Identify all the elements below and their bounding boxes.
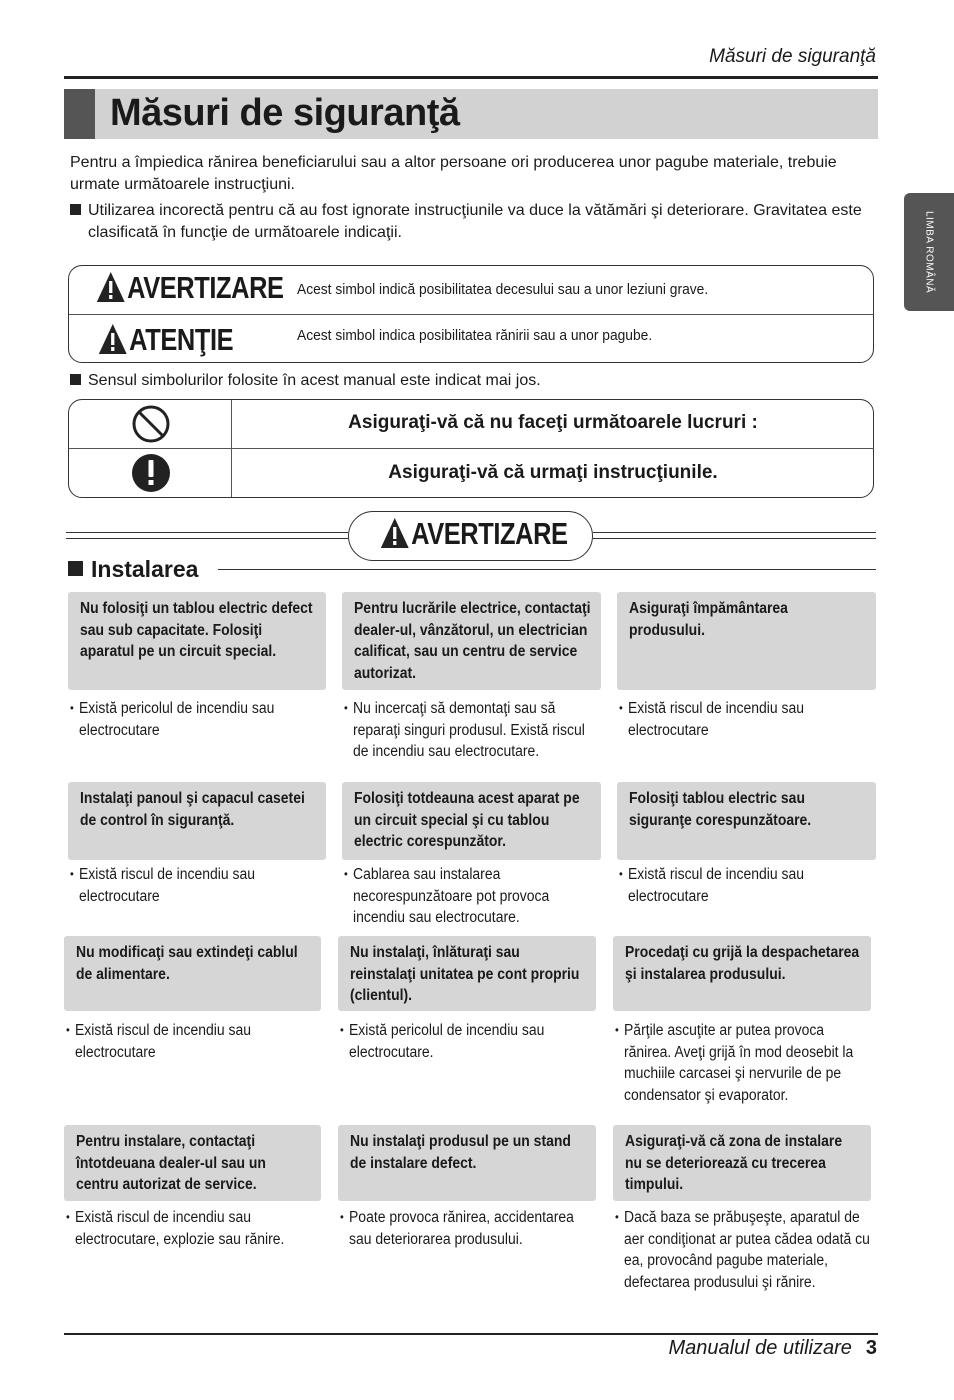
intro-bullet-text: Utilizarea incorectă pentru că au fost ignorate instrucţiunile va duce la vătămări şi deteriorare. Gravitatea este clasificată în funcţie de următoarele indicaţii.	[88, 202, 862, 241]
instruction-note: • Nu incercaţi să demontaţi sau să reparaţi singuri produsul. Există riscul de incendiu sau electrocutare.	[342, 698, 601, 763]
instruction-note: • Există riscul de incendiu sau electrocutare	[617, 864, 876, 907]
title-accent	[64, 89, 95, 139]
language-tab-label-wrap	[904, 193, 954, 311]
exclamation-icon	[131, 453, 171, 498]
warning-label: AVERTIZARE	[96, 270, 284, 306]
instruction-note: • Există riscul de incendiu sau electrocutare	[64, 1020, 321, 1063]
instruction-card: Folosiţi tablou electric sau siguranţe corespunzătoare.	[617, 782, 876, 860]
instruction-note: • Există riscul de incendiu sau electrocutare, explozie sau rănire.	[64, 1207, 321, 1250]
instruction-card: Pentru lucrările electrice, contactaţi dealer-ul, vânzătorul, un electrician calificat, sau un centru de service autorizat.	[342, 592, 601, 690]
instruction-card: Asiguraţi împământarea produsului.	[617, 592, 876, 690]
instruction-note: • Există riscul de incendiu sau electrocutare	[68, 864, 326, 907]
caution-label: ATENŢIE	[98, 322, 233, 358]
section-rule	[218, 569, 876, 570]
instruction-card: Asiguraţi-vă că zona de instalare nu se deteriorează cu trecerea timpului.	[613, 1125, 871, 1201]
footer-rule	[64, 1333, 878, 1335]
signal-words-divider	[69, 314, 874, 315]
warning-triangle-icon	[96, 271, 126, 303]
running-header: Măsuri de siguranţă	[709, 46, 876, 67]
warning-banner-label: AVERTIZARE	[380, 516, 568, 552]
square-bullet-icon	[68, 561, 83, 576]
warning-triangle-icon	[380, 517, 410, 549]
header-rule	[64, 76, 878, 79]
instruction-card: Nu modificaţi sau extindeţi cablul de alimentare.	[64, 936, 321, 1011]
instruction-note: • Părţile ascuţite ar putea provoca rănirea. Aveţi grijă în mod deosebit la muchiile carcasei şi nervurile de pe condensator şi evaporator.	[613, 1020, 871, 1106]
banner-line	[593, 532, 876, 533]
page-number: 3	[865, 1337, 877, 1359]
footer	[0, 1337, 877, 1360]
instruction-card: Nu instalaţi, înlăturaţi sau reinstalaţi unitatea pe cont propriu (clientul).	[338, 936, 596, 1011]
prohibition-text: Asiguraţi-vă că nu faceţi următoarele lucruri :	[348, 412, 758, 433]
warning-description: Acest simbol indică posibilitatea decesului sau a unor leziuni grave.	[297, 281, 709, 298]
instruction-card: Nu instalaţi produsul pe un stand de instalare defect.	[338, 1125, 596, 1201]
banner-line	[593, 538, 876, 539]
caution-description: Acest simbol indica posibilitatea rănirii sau a unor pagube.	[297, 327, 653, 344]
page-title: Măsuri de siguranţă	[110, 92, 460, 134]
intro-paragraph: Pentru a împiedica rănirea beneficiarului sau a altor persoane ori producerea unor pagube materiale, trebuie urmate următoarele instrucţiuni.	[70, 154, 837, 193]
banner-line	[66, 532, 348, 533]
mandatory-text: Asiguraţi-vă că urmaţi instrucţiunile.	[388, 462, 718, 483]
instruction-note: • Există pericolul de incendiu sau electrocutare	[68, 698, 326, 741]
symbols-intro: Sensul simbolurilor folosite în acest manual este indicat mai jos.	[70, 372, 541, 390]
square-bullet-icon	[70, 204, 81, 215]
instruction-note: • Poate provoca rănirea, accidentarea sau deteriorarea produsului.	[338, 1207, 596, 1250]
intro-text	[70, 152, 862, 244]
instruction-card: Pentru instalare, contactaţi întotdeuana dealer-ul sau un centru autorizat de service.	[64, 1125, 321, 1201]
symbols-horizontal-divider	[232, 448, 874, 449]
instruction-card: Procedaţi cu grijă la despachetarea şi instalarea produsului.	[613, 936, 871, 1011]
prohibition-icon	[131, 404, 171, 449]
instruction-card: Instalaţi panoul şi capacul casetei de control în siguranţă.	[68, 782, 326, 860]
instruction-card: Folosiţi totdeauna acest aparat pe un circuit special şi cu tablou electric corespunzător.	[342, 782, 601, 860]
instruction-note: • Există pericolul de incendiu sau electrocutare.	[338, 1020, 596, 1063]
instruction-card: Nu folosiţi un tablou electric defect sau sub capacitate. Folosiţi aparatul pe un circuit special.	[68, 592, 326, 690]
instruction-note: • Există riscul de incendiu sau electrocutare	[617, 698, 876, 741]
footer-manual-title: Manualul de utilizare	[668, 1337, 852, 1359]
banner-line	[66, 538, 348, 539]
language-tab-label: LIMBA ROMÂNĂ	[923, 210, 935, 294]
intro-bullet	[70, 200, 862, 244]
instruction-note: • Cablarea sau instalarea necorespunzătoare pot provoca incendiu sau electrocutare.	[342, 864, 601, 929]
square-bullet-icon	[70, 374, 81, 385]
instruction-note: • Dacă baza se prăbuşeşte, aparatul de aer condiţionat ar putea cădea odată cu ea, provocând pagube materiale, defectarea produsului şi rănire.	[613, 1207, 871, 1293]
section-title: Instalarea	[68, 556, 198, 583]
caution-triangle-icon	[98, 323, 128, 355]
